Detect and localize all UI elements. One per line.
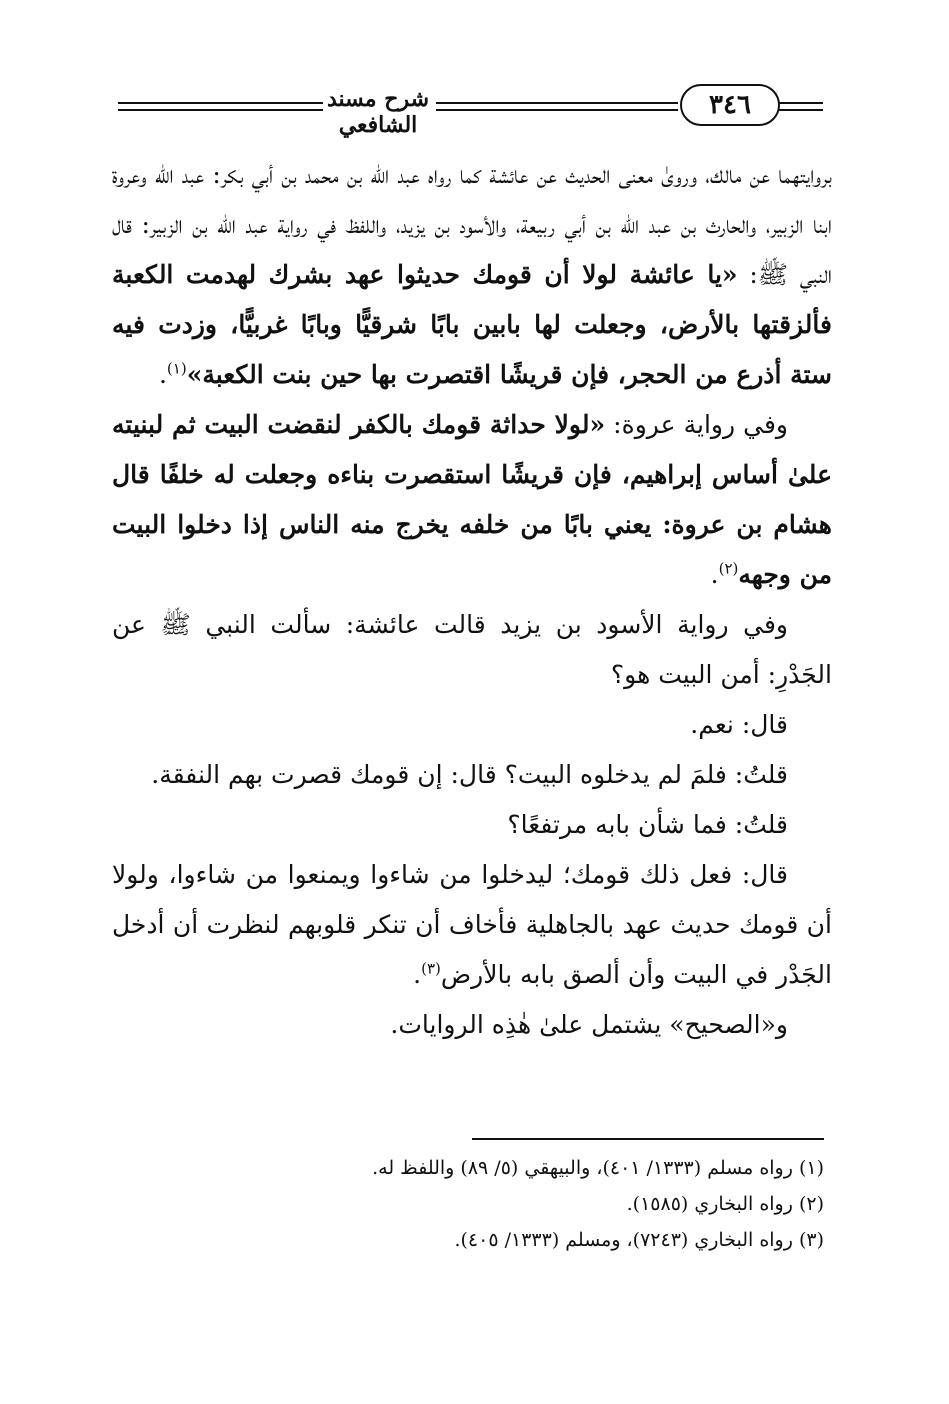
paragraph-2-text: وفي رواية عروة: xyxy=(605,410,788,439)
paragraph-3: وفي رواية الأسود بن يزيد قالت عائشة: سألت النبي ﷺ عن الجَدْرِ: أمن البيت هو؟ xyxy=(112,610,832,689)
page-header xyxy=(118,82,823,138)
paragraph-1-end: . xyxy=(158,360,167,389)
footnote-2: (٢) رواه البخاري (١٥٨٥). xyxy=(626,1193,824,1215)
footnote-separator xyxy=(472,1138,824,1140)
hadith-quote-2: «لولا حداثة قومك بالكفر لنقضت البيت ثم لبنيته علىٰ أساس إبراهيم، فإن قريشًا استقصرت بناءه وجعلت له خلفًا قال هشام بن عروة: يعني بابًا من خلفه يخرج منه الناس إذا دخلوا البيت من وجهه xyxy=(112,410,832,589)
footnotes xyxy=(112,1150,824,1258)
paragraph-7-end: . xyxy=(413,960,422,989)
footnote-ref-3: (٣) xyxy=(421,959,441,978)
paragraph-1-text: بروايتهما عن مالك، وروىٰ معنى الحديث عن عائشة كما رواه عبد الله بن محمد بن أبي بكر: عبد الله وعروة ابنا الزبير، والحارث بن عبد الله بن أبي ربيعة، والأسود بن يزيد، واللفظ في رواية عبد الله بن الزبير: قال النبي ﷺ: xyxy=(112,160,832,289)
book-title: شرح مسند الشافعي xyxy=(326,86,430,138)
paragraph-4: قال: نعم. xyxy=(690,710,788,739)
paragraph-6: قلتُ: فما شأن بابه مرتفعًا؟ xyxy=(507,810,788,839)
paragraph-7 xyxy=(112,850,832,1000)
paragraph-8: و«الصحيح» يشتمل علىٰ هٰذِه الروايات. xyxy=(390,1010,788,1039)
footnote-1: (١) رواه مسلم (١٣٣٣/ ٤٠١)، والبيهقي (٥/ ٨٩) واللفظ له. xyxy=(372,1157,824,1179)
paragraph-7-text: قال: فعل ذلك قومك؛ ليدخلوا من شاءوا ويمنعوا من شاءوا، ولولا أن قومك حديث عهد بالجاهلية فأخاف أن تنكر قلوبهم لنظرت أن أدخل الجَدْر في البيت وأن ألصق بابه بالأرض xyxy=(112,860,832,989)
paragraph-1 xyxy=(112,150,832,400)
header-rule-right xyxy=(778,102,823,111)
header-rule-middle xyxy=(436,102,678,111)
paragraph-5: قلتُ: فلمَ لم يدخلوه البيت؟ قال: إن قومك قصرت بهم النفقة. xyxy=(151,760,788,789)
page-number: ٣٤٦ xyxy=(680,84,780,126)
hadith-quote-1: «يا عائشة لولا أن قومك حديثوا عهد بشرك لهدمت الكعبة فألزقتها بالأرض، وجعلت لها بابين بابًا شرقيًّا وبابًا غربيًّا، وزدت فيه ستة أذرع من الحجر، فإن قريشًا اقتصرت بها حين بنت الكعبة» xyxy=(112,260,832,389)
main-text xyxy=(112,150,832,1050)
header-rule-left xyxy=(118,102,323,111)
paragraph-2-end: . xyxy=(710,560,719,589)
footnote-3: (٣) رواه البخاري (٧٢٤٣)، ومسلم (١٣٣٣/ ٤٠٥). xyxy=(454,1229,824,1251)
paragraph-2 xyxy=(112,400,832,600)
footnote-ref-1: (١) xyxy=(166,359,187,378)
footnote-ref-2: (٢) xyxy=(718,559,739,578)
